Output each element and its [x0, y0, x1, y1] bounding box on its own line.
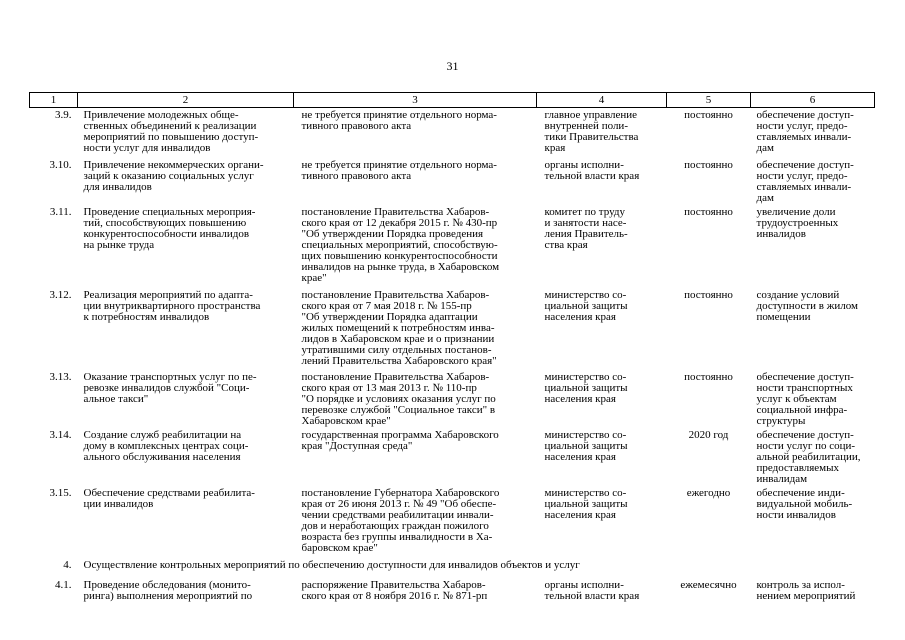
table-row	[30, 370, 875, 428]
header-col-1: 1	[30, 93, 78, 108]
legal-act-cell: не требуется принятие отдельного норма- тивного правового акта	[301, 158, 497, 182]
result-cell: контроль за испол- нением мероприятий	[756, 578, 856, 602]
table-header-row	[30, 93, 875, 108]
table-row	[30, 428, 875, 486]
executor-cell: главное управление внутренней поли- тики Правительства края	[544, 109, 639, 154]
activity-cell: Проведение обследования (монито- ринга) выполнения мероприятий по	[83, 578, 253, 602]
row-number: 3.11.	[49, 205, 72, 218]
deadline-cell: постоянно	[684, 205, 733, 218]
page-number: 31	[446, 59, 459, 73]
deadline-cell: ежемесячно	[680, 578, 737, 591]
legal-act-cell: постановление Правительства Хабаров- ского края от 12 декабря 2015 г. № 430-пр "Об утверждении Порядка проведения специальных мероприятий, способствую- щих повышению конкурентоспособности инвалидов на рынке труда, в Хабаровском крае"	[301, 205, 500, 284]
activity-cell: Привлечение молодежных обще- ственных объединений к реализации мероприятий по повышению доступ- ности услуг для инвалидов	[83, 109, 259, 154]
row-number: 3.10.	[49, 158, 72, 171]
deadline-cell: постоянно	[684, 158, 733, 171]
activity-cell: Проведение специальных мероприя- тий, способствующих повышению конкурентоспособности инвалидов на рынке труда	[83, 205, 256, 251]
legal-act-cell: государственная программа Хабаровского края "Доступная среда"	[301, 428, 499, 452]
result-cell: обеспечение доступ- ности услуг по соци- альной реабилитации, предоставляемых инвалидам	[756, 428, 861, 485]
deadline-cell: постоянно	[684, 288, 733, 301]
table-row	[30, 205, 875, 288]
row-number: 3.13.	[49, 370, 72, 383]
activity-cell: Оказание транспортных услуг по пе- ревозке инвалидов службой "Соци- альное такси"	[83, 370, 257, 405]
deadline-cell: постоянно	[684, 370, 733, 383]
measures-table	[29, 92, 875, 602]
table-row	[30, 108, 875, 158]
legal-act-cell: не требуется принятие отдельного норма- тивного правового акта	[301, 109, 497, 132]
activity-cell: Привлечение некоммерческих органи- заций к оказанию социальных услуг для инвалидов	[83, 158, 264, 193]
header-col-4: 4	[537, 93, 667, 108]
deadline-cell: ежегодно	[686, 486, 731, 499]
section-title: Осуществление контрольных мероприятий по обеспечению доступности для инвалидов объектов и услуг	[83, 558, 580, 571]
table-row	[30, 486, 875, 558]
section-row	[30, 558, 875, 578]
legal-act-cell: постановление Правительства Хабаров- ского края от 7 мая 2018 г. № 155-пр "Об утверждении Порядка адаптации жилых помещений к потребностям инва- лидов в Хабаровском крае и о признании утратившими силу отдельных постанов- лений Правительства Хабаровского края"	[301, 288, 497, 367]
activity-cell: Создание служб реабилитации на дому в комплексных центрах соци- ального обслуживания населения	[83, 428, 249, 463]
executor-cell: органы исполни- тельной власти края	[544, 578, 640, 602]
executor-cell: министерство со- циальной защиты населения края	[544, 428, 628, 463]
result-cell: создание условий доступности в жилом помещении	[756, 288, 858, 323]
header-col-2: 2	[78, 93, 294, 108]
legal-act-cell: постановление Губернатора Хабаровского края от 26 июня 2013 г. № 49 "Об обеспе- чении средствами реабилитации инвали- дов и неработающих граждан пожилого возраста без группы инвалидности в Ха- баровском крае"	[301, 486, 500, 554]
deadline-cell: постоянно	[684, 109, 733, 121]
executor-cell: министерство со- циальной защиты населения края	[544, 370, 628, 405]
result-cell: увеличение доли трудоустроенных инвалидов	[756, 205, 839, 240]
legal-act-cell: постановление Правительства Хабаров- ского края от 13 мая 2013 г. № 110-пр "О порядке и условиях оказания услуг по перевозке службой "Социальное такси" в Хабаровском крае"	[301, 370, 496, 427]
activity-cell: Обеспечение средствами реабилита- ции инвалидов	[83, 486, 255, 510]
header-col-5: 5	[667, 93, 751, 108]
legal-act-cell: распоряжение Правительства Хабаров- ского края от 8 ноября 2016 г. № 871-рп	[301, 578, 488, 602]
result-cell: обеспечение доступ- ности транспортных услуг к объектам социальной инфра- структуры	[756, 370, 854, 427]
table-row	[30, 158, 875, 205]
activity-cell: Реализация мероприятий по адапта- ции внутриквартирного пространства к потребностям инвалидов	[83, 288, 261, 323]
row-number: 4.1.	[55, 578, 72, 591]
result-cell: обеспечение доступ- ности услуг, предо- ставляемых инвали- дам	[756, 109, 854, 154]
row-number: 3.9.	[55, 109, 72, 121]
table-row	[30, 578, 875, 602]
result-cell: обеспечение инди- видуальной мобиль- ности инвалидов	[756, 486, 853, 521]
row-number: 3.14.	[49, 428, 72, 441]
result-cell: обеспечение доступ- ности услуг, предо- ставляемых инвали- дам	[756, 158, 854, 204]
header-col-6: 6	[751, 93, 875, 108]
executor-cell: министерство со- циальной защиты населения края	[544, 288, 628, 323]
row-number: 3.15.	[49, 486, 72, 499]
deadline-cell: 2020 год	[688, 428, 729, 441]
header-col-3: 3	[294, 93, 537, 108]
section-number: 4.	[63, 558, 72, 571]
table-row	[30, 288, 875, 370]
executor-cell: органы исполни- тельной власти края	[544, 158, 640, 182]
executor-cell: министерство со- циальной защиты населения края	[544, 486, 628, 521]
row-number: 3.12.	[49, 288, 72, 301]
executor-cell: комитет по труду и занятости насе- ления Правитель- ства края	[544, 205, 628, 251]
